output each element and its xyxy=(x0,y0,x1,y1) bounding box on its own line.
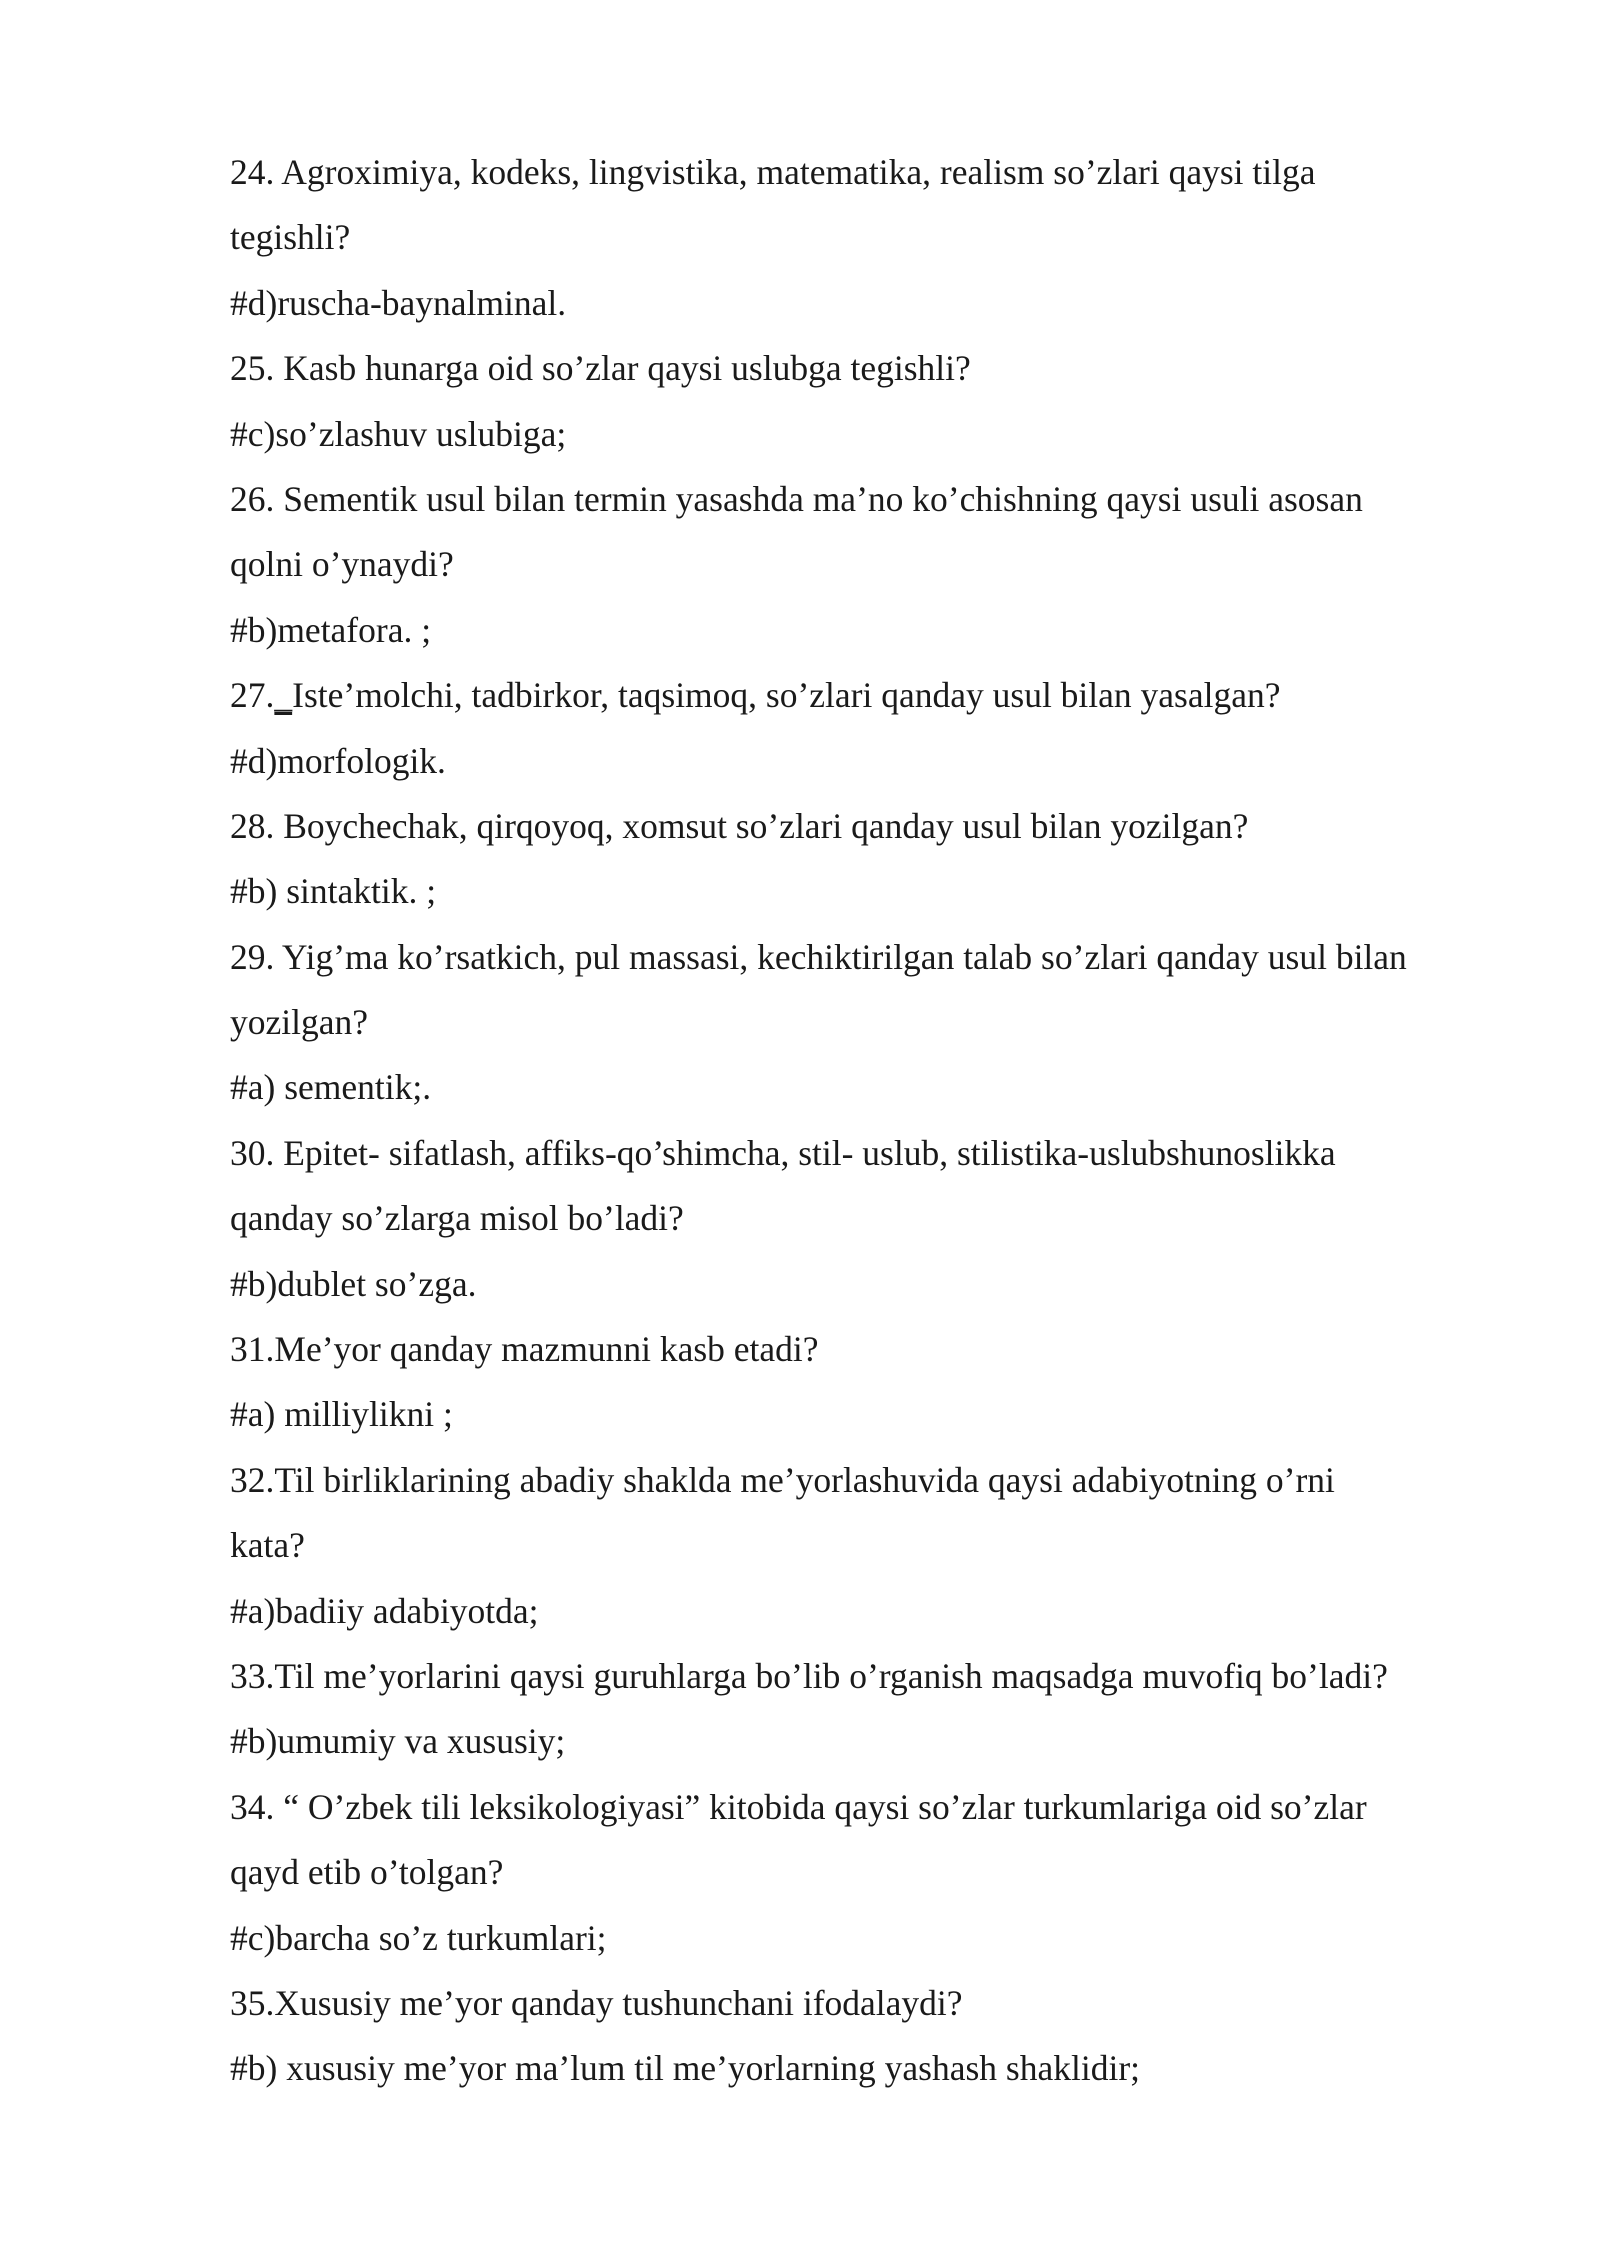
question-item xyxy=(230,336,1530,467)
question-text: kata? xyxy=(230,1525,305,1566)
answer-text: #b)metafora. ; xyxy=(230,609,432,650)
question-list xyxy=(230,140,1530,2102)
question-text: 26. Sementik usul bilan termin yasashda ma’no ko’chishning qaysi usuli asosan xyxy=(230,478,1363,519)
answer-text: #b)dublet so’zga. xyxy=(230,1263,477,1304)
question-item xyxy=(230,1317,1530,1448)
answer-text: #a) milliylikni ; xyxy=(230,1394,453,1435)
answer-text: #b) xususiy me’yor ma’lum til me’yorlarning yashash shaklidir; xyxy=(230,2048,1141,2089)
question-item xyxy=(230,794,1530,925)
question-text: yozilgan? xyxy=(230,1002,368,1043)
question-text: 29. Yig’ma ko’rsatkich, pul massasi, kechiktirilgan talab so’zlari qanday usul bilan xyxy=(230,936,1407,977)
question-item xyxy=(230,1775,1530,1971)
question-text: 33.Til me’yorlarini qaysi guruhlarga bo’lib o’rganish maqsadga muvofiq bo’ladi? xyxy=(230,1655,1388,1696)
question-item xyxy=(230,467,1530,663)
question-body: Iste’molchi, tadbirkor, taqsimoq, so’zlari qanday usul bilan yasalgan? xyxy=(292,675,1281,716)
question-text: 34. “ O’zbek tili leksikologiyasi” kitobida qaysi so’zlar turkumlariga oid so’zlar xyxy=(230,1786,1367,1827)
question-item xyxy=(230,140,1530,336)
question-item xyxy=(230,925,1530,1121)
answer-text: #b) sintaktik. ; xyxy=(230,871,437,912)
question-item xyxy=(230,1644,1530,1775)
question-text: qanday so’zlarga misol bo’ladi? xyxy=(230,1198,684,1239)
question-item xyxy=(230,1121,1530,1317)
answer-text: #a) sementik;. xyxy=(230,1067,432,1108)
answer-text: #a)badiiy adabiyotda; xyxy=(230,1590,539,1631)
document-page xyxy=(230,140,1530,2102)
question-item xyxy=(230,663,1530,794)
question-text: 30. Epitet- sifatlash, affiks-qo’shimcha, stil- uslub, stilistika-uslubshunoslikka xyxy=(230,1132,1336,1173)
underline-mark: _ xyxy=(274,675,293,716)
question-text: qolni o’ynaydi? xyxy=(230,544,454,585)
question-number: 27. xyxy=(230,675,275,716)
question-text: qayd etib o’tolgan? xyxy=(230,1852,504,1893)
question-item xyxy=(230,1448,1530,1644)
question-text: 31.Me’yor qanday mazmunni kasb etadi? xyxy=(230,1329,819,1370)
answer-text: #b)umumiy va xususiy; xyxy=(230,1721,566,1762)
answer-text: #d)morfologik. xyxy=(230,740,446,781)
question-text: 35.Xususiy me’yor qanday tushunchani ifodalaydi? xyxy=(230,1982,963,2023)
answer-text: #d)ruscha-baynalminal. xyxy=(230,282,567,323)
question-text: 25. Kasb hunarga oid so’zlar qaysi uslubga tegishli? xyxy=(230,348,971,389)
question-text xyxy=(230,663,1530,728)
answer-text: #c)barcha so’z turkumlari; xyxy=(230,1917,607,1958)
answer-text: #c)so’zlashuv uslubiga; xyxy=(230,413,567,454)
question-item xyxy=(230,1971,1530,2102)
question-text: 24. Agroximiya, kodeks, lingvistika, matematika, realism so’zlari qaysi tilga xyxy=(230,152,1316,192)
question-text: 32.Til birliklarining abadiy shakldа me’yorlashuvida qaysi adabiyotning o’rni xyxy=(230,1459,1335,1500)
question-text: 28. Boychechak, qirqoyoq, xomsut so’zlari qanday usul bilan yozilgan? xyxy=(230,805,1249,846)
question-text: tegishli? xyxy=(230,217,351,258)
